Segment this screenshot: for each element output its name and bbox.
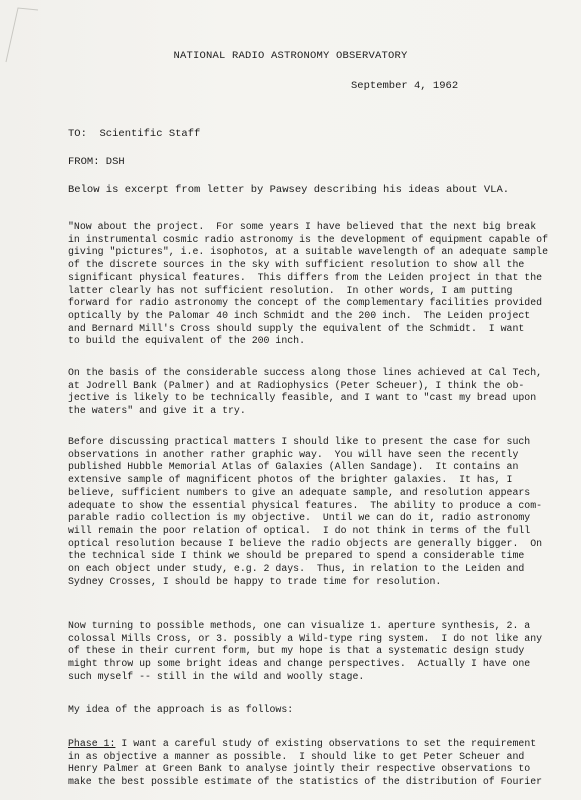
memo-intro: Below is excerpt from letter by Pawsey describing his ideas about VLA. (68, 184, 510, 196)
text-line: at Jodrell Bank (Palmer) and at Radiophysics (Peter Scheuer), I think the ob- (68, 379, 525, 391)
paragraph-feasibility (68, 367, 558, 418)
text-line (68, 738, 558, 751)
paragraph-methods (68, 620, 558, 684)
text-line: parable radio collection is my objective. Until we can do it, radio astronomy (68, 512, 531, 524)
text-line: of these in their current form, but my hope is that a systematic design study (68, 645, 525, 657)
text-line: Now turning to possible methods, one can visualize 1. aperture synthesis, 2. a (68, 620, 531, 631)
text-line: jective is likely to be technically feasible, and I want to "cast my bread upon (68, 392, 537, 404)
text-line: Sydney Crosses, I should be happy to trade time for resolution. (68, 575, 442, 587)
memo-to: TO: Scientific Staff (68, 128, 201, 140)
text-line: of the discrete sources in the sky with sufficient resolution to show all the (68, 259, 525, 271)
phase-1-text: I want a careful study of existing observations to set the requirement (115, 738, 537, 749)
text-line: observations in another rather graphic way. You will have seen the recently (68, 448, 519, 460)
text-line: published Hubble Memorial Atlas of Galaxies (Allen Sandage). It contains an (68, 461, 519, 473)
text-line: adequate to show the essential physical features. The ability to produce a com- (68, 499, 543, 511)
text-line: Before discussing practical matters I should like to present the case for such (68, 436, 531, 447)
text-line: will remain the poor relation of optical. I do not think in terms of the full (68, 524, 531, 536)
text-line: make the best possible estimate of the statistics of the distribution of Fourier (68, 776, 543, 788)
text-line: on each object under study, e.g. 2 days. Thus, in relation to the Leiden and (68, 563, 525, 575)
text-line: On the basis of the considerable success along those lines achieved at Cal Tech, (68, 367, 543, 378)
text-line: believe, sufficient numbers to give an adequate sample, and resolution appears (68, 486, 531, 498)
text-line: such myself -- still in the wild and woolly stage. (68, 670, 365, 682)
text-line: "Now about the project. For some years I have believed that the next big break (68, 221, 537, 232)
text-line: forward for radio astronomy the concept of the complementary facilities provided (68, 297, 543, 309)
paragraph-project (68, 221, 558, 348)
paragraph-approach (68, 704, 558, 717)
text-line: colossal Mills Cross, or 3. possibly a Wild-type ring system. I do not like any (68, 632, 543, 644)
paragraph-phase-1 (68, 738, 558, 789)
text-line: in as objective a manner as possible. I should like to get Peter Scheuer and (68, 750, 525, 762)
phase-1-label: Phase 1: (68, 738, 116, 749)
text-line: optical resolution because I believe the radio objects are generally bigger. On (68, 537, 543, 549)
text-line: giving "pictures", i.e. isophotos, at a suitable wavelength of an adequate sample (68, 246, 549, 258)
text-line: and Bernard Mill's Cross should supply the equivalent of the Schmidt. I want (68, 322, 525, 334)
text-line: latter clearly has not sufficient resolution. In other words, I am putting (68, 284, 513, 296)
text-line: significant physical features. This differs from the Leiden project in that the (68, 271, 543, 283)
text-line: extensive sample of magnificent photos of the brighter galaxies. It has, I (68, 474, 513, 486)
text-line: the waters" and give it a try. (68, 405, 246, 417)
paragraph-atlas (68, 436, 558, 588)
text-line: in instrumental cosmic radio astronomy is the development of equipment capable of (68, 233, 549, 245)
text-line: the technical side I think we should be prepared to spend a considerable time (68, 550, 525, 562)
text-line: to build the equivalent of the 200 inch. (68, 335, 306, 347)
memo-from: FROM: DSH (68, 156, 125, 168)
memo-date: September 4, 1962 (351, 80, 459, 92)
text-line: My idea of the approach is as follows: (68, 704, 294, 715)
organization-header: NATIONAL RADIO ASTRONOMY OBSERVATORY (173, 50, 408, 62)
text-line: Henry Palmer at Green Bank to analyse jointly their respective observations to (68, 763, 531, 775)
text-line: optically by the Palomar 40 inch Schmidt and the 200 inch. The Leiden project (68, 309, 531, 321)
text-line: might throw up some bright ideas and change perspectives. Actually I have one (68, 658, 531, 670)
